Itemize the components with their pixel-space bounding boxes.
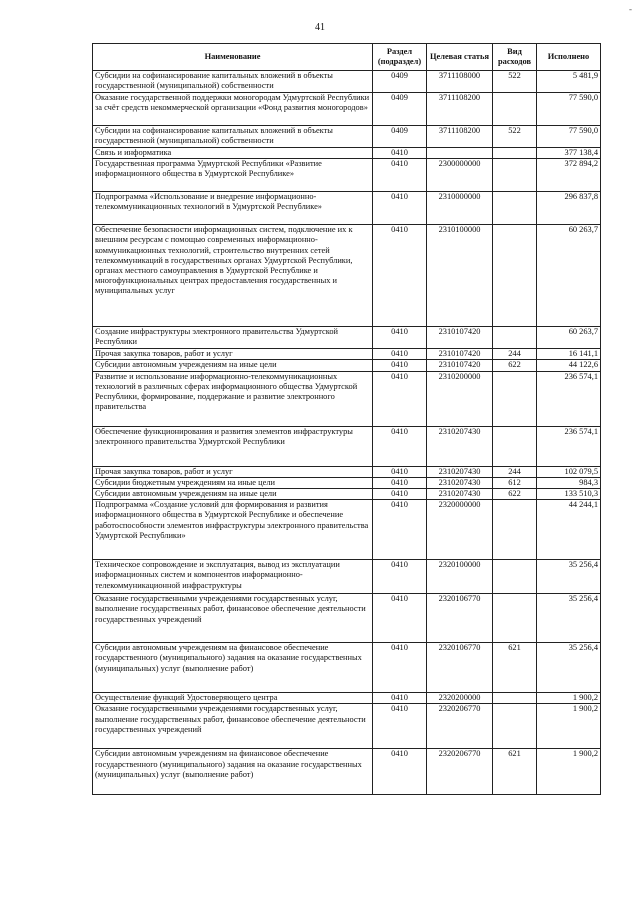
cell-section: 0410 <box>373 560 427 594</box>
cell-section: 0410 <box>373 693 427 704</box>
cell-amount: 133 510,3 <box>537 489 601 500</box>
cell-name: Субсидии автономным учреждениям на финансовое обеспечение государственного (муниципального) задания на оказание государственных (муниципальных) услуг (выполнение работ) <box>93 749 373 795</box>
cell-name: Государственная программа Удмуртской Республики «Развитие информационного общества в Удмуртской Республике» <box>93 159 373 192</box>
cell-amount: 35 256,4 <box>537 560 601 594</box>
cell-kind: 612 <box>493 477 537 488</box>
cell-section: 0410 <box>373 148 427 159</box>
table-row <box>93 466 601 477</box>
cell-kind <box>493 500 537 560</box>
cell-section: 0410 <box>373 159 427 192</box>
cell-amount: 35 256,4 <box>537 643 601 693</box>
cell-kind <box>493 704 537 749</box>
cell-kind <box>493 594 537 643</box>
cell-amount: 236 574,1 <box>537 371 601 426</box>
cell-amount: 44 244,1 <box>537 500 601 560</box>
corner-mark: - <box>629 4 632 14</box>
table-row <box>93 749 601 795</box>
cell-article: 2310107420 <box>427 360 493 371</box>
table-body <box>93 71 601 795</box>
cell-name: Субсидии автономным учреждениям на иные цели <box>93 360 373 371</box>
cell-name: Осуществление функций Удостоверяющего центра <box>93 693 373 704</box>
cell-article: 3711108000 <box>427 71 493 93</box>
cell-kind <box>493 560 537 594</box>
table-row <box>93 327 601 349</box>
table-row <box>93 360 601 371</box>
cell-amount: 60 263,7 <box>537 225 601 327</box>
cell-article: 3711108200 <box>427 93 493 126</box>
cell-name: Оказание государственной поддержки моногородам Удмуртской Республики за счёт средств некоммерческой организации «Фонд развития моногородов» <box>93 93 373 126</box>
cell-section: 0410 <box>373 749 427 795</box>
page-number: 41 <box>315 22 325 33</box>
cell-name: Связь и информатика <box>93 148 373 159</box>
cell-section: 0410 <box>373 466 427 477</box>
header-kind: Вид расходов <box>493 44 537 71</box>
cell-amount: 984,3 <box>537 477 601 488</box>
cell-section: 0410 <box>373 327 427 349</box>
cell-name: Прочая закупка товаров, работ и услуг <box>93 349 373 360</box>
cell-amount: 377 138,4 <box>537 148 601 159</box>
cell-name: Оказание государственными учреждениями государственных услуг, выполнение государственных работ, финансовое обеспечение деятельности государственных учреждений <box>93 594 373 643</box>
cell-article: 2310207430 <box>427 426 493 466</box>
cell-kind <box>493 93 537 126</box>
table-row <box>93 500 601 560</box>
cell-section: 0410 <box>373 426 427 466</box>
cell-amount: 77 590,0 <box>537 93 601 126</box>
cell-name: Развитие и использование информационно-телекоммуникационных технологий в различных сферах информационного общества Удмуртской Республики, формирование, поддержание и развитие электронного правительства <box>93 371 373 426</box>
table-row <box>93 371 601 426</box>
cell-article: 2320200000 <box>427 693 493 704</box>
cell-amount: 372 894,2 <box>537 159 601 192</box>
cell-section: 0410 <box>373 360 427 371</box>
cell-article <box>427 148 493 159</box>
cell-kind <box>493 693 537 704</box>
cell-article: 2310100000 <box>427 225 493 327</box>
cell-section: 0409 <box>373 71 427 93</box>
table-row <box>93 225 601 327</box>
cell-amount: 236 574,1 <box>537 426 601 466</box>
cell-section: 0409 <box>373 93 427 126</box>
cell-section: 0410 <box>373 489 427 500</box>
cell-name: Подпрограмма «Использование и внедрение информационно-телекоммуникационных технологий в Удмуртской Республике» <box>93 192 373 225</box>
cell-amount: 35 256,4 <box>537 594 601 643</box>
table-row <box>93 477 601 488</box>
cell-kind: 621 <box>493 643 537 693</box>
cell-name: Субсидии на софинансирование капитальных вложений в объекты государственной (муниципальной) собственности <box>93 126 373 148</box>
cell-section: 0410 <box>373 704 427 749</box>
table-row <box>93 349 601 360</box>
cell-amount: 77 590,0 <box>537 126 601 148</box>
cell-name: Создание инфраструктуры электронного правительства Удмуртской Республики <box>93 327 373 349</box>
cell-amount: 60 263,7 <box>537 327 601 349</box>
cell-article: 2320106770 <box>427 594 493 643</box>
cell-section: 0410 <box>373 643 427 693</box>
table-row <box>93 643 601 693</box>
cell-kind: 522 <box>493 126 537 148</box>
cell-kind: 622 <box>493 360 537 371</box>
cell-section: 0410 <box>373 500 427 560</box>
cell-section: 0410 <box>373 594 427 643</box>
cell-amount: 16 141,1 <box>537 349 601 360</box>
cell-kind <box>493 327 537 349</box>
header-name: Наименование <box>93 44 373 71</box>
cell-name: Субсидии на софинансирование капитальных вложений в объекты государственной (муниципальной) собственности <box>93 71 373 93</box>
table-row <box>93 192 601 225</box>
cell-kind: 522 <box>493 71 537 93</box>
cell-kind <box>493 159 537 192</box>
cell-article: 2310207430 <box>427 489 493 500</box>
cell-article: 2310207430 <box>427 477 493 488</box>
table-row <box>93 71 601 93</box>
table-row <box>93 426 601 466</box>
cell-kind: 621 <box>493 749 537 795</box>
cell-article: 2320206770 <box>427 704 493 749</box>
cell-name: Субсидии бюджетным учреждениям на иные цели <box>93 477 373 488</box>
table-row <box>93 560 601 594</box>
table-row <box>93 693 601 704</box>
table-row <box>93 93 601 126</box>
cell-article: 2310107420 <box>427 349 493 360</box>
table-row <box>93 148 601 159</box>
cell-kind <box>493 426 537 466</box>
table-row <box>93 489 601 500</box>
budget-table <box>92 43 601 795</box>
cell-amount: 102 079,5 <box>537 466 601 477</box>
cell-amount: 1 900,2 <box>537 704 601 749</box>
cell-section: 0410 <box>373 349 427 360</box>
table-row <box>93 594 601 643</box>
cell-article: 2310000000 <box>427 192 493 225</box>
cell-amount: 5 481,9 <box>537 71 601 93</box>
cell-name: Субсидии автономным учреждениям на иные цели <box>93 489 373 500</box>
cell-amount: 296 837,8 <box>537 192 601 225</box>
cell-amount: 1 900,2 <box>537 693 601 704</box>
table-header <box>93 44 601 71</box>
cell-kind: 622 <box>493 489 537 500</box>
cell-section: 0410 <box>373 225 427 327</box>
cell-article: 2310107420 <box>427 327 493 349</box>
cell-kind: 244 <box>493 466 537 477</box>
cell-section: 0410 <box>373 192 427 225</box>
cell-kind: 244 <box>493 349 537 360</box>
header-section: Раздел (подраздел) <box>373 44 427 71</box>
cell-name: Субсидии автономным учреждениям на финансовое обеспечение государственного (муниципального) задания на оказание государственных (муниципальных) услуг (выполнение работ) <box>93 643 373 693</box>
cell-kind <box>493 192 537 225</box>
table-row <box>93 126 601 148</box>
table-row <box>93 159 601 192</box>
cell-amount: 44 122,6 <box>537 360 601 371</box>
table-row <box>93 704 601 749</box>
cell-section: 0410 <box>373 477 427 488</box>
cell-article: 2300000000 <box>427 159 493 192</box>
cell-name: Обеспечение безопасности информационных систем, подключение их к внешним ресурсам с помощью современных информационно-коммуникационных технологий, строительство внутренних сетей телекоммуникаций в государственных органах Удмуртской Республики, органах местного самоуправления в Удмуртской Республике и многофункциональных центрах предоставления государственных и муниципальных услуг <box>93 225 373 327</box>
cell-name: Обеспечение функционирования и развития элементов инфраструктуры электронного правительства Удмуртской Республики <box>93 426 373 466</box>
cell-kind <box>493 225 537 327</box>
cell-article: 2320106770 <box>427 643 493 693</box>
cell-kind <box>493 371 537 426</box>
header-article: Целевая статья <box>427 44 493 71</box>
cell-article: 3711108200 <box>427 126 493 148</box>
header-amount: Исполнено <box>537 44 601 71</box>
cell-article: 2310207430 <box>427 466 493 477</box>
cell-name: Техническое сопровождение и эксплуатация, вывод из эксплуатации информационных систем и компонентов информационно-телекоммуникационной инфраструктуры <box>93 560 373 594</box>
cell-article: 2320000000 <box>427 500 493 560</box>
cell-article: 2310200000 <box>427 371 493 426</box>
cell-amount: 1 900,2 <box>537 749 601 795</box>
cell-article: 2320206770 <box>427 749 493 795</box>
cell-name: Прочая закупка товаров, работ и услуг <box>93 466 373 477</box>
cell-name: Оказание государственными учреждениями государственных услуг, выполнение государственных работ, финансовое обеспечение деятельности государственных учреждений <box>93 704 373 749</box>
cell-name: Подпрограмма «Создание условий для формирования и развития информационного общества в Удмуртской Республике и обеспечение работоспособности элементов инфраструктуры электронного правительства Удмуртской Республики» <box>93 500 373 560</box>
cell-kind <box>493 148 537 159</box>
cell-section: 0409 <box>373 126 427 148</box>
cell-section: 0410 <box>373 371 427 426</box>
cell-article: 2320100000 <box>427 560 493 594</box>
